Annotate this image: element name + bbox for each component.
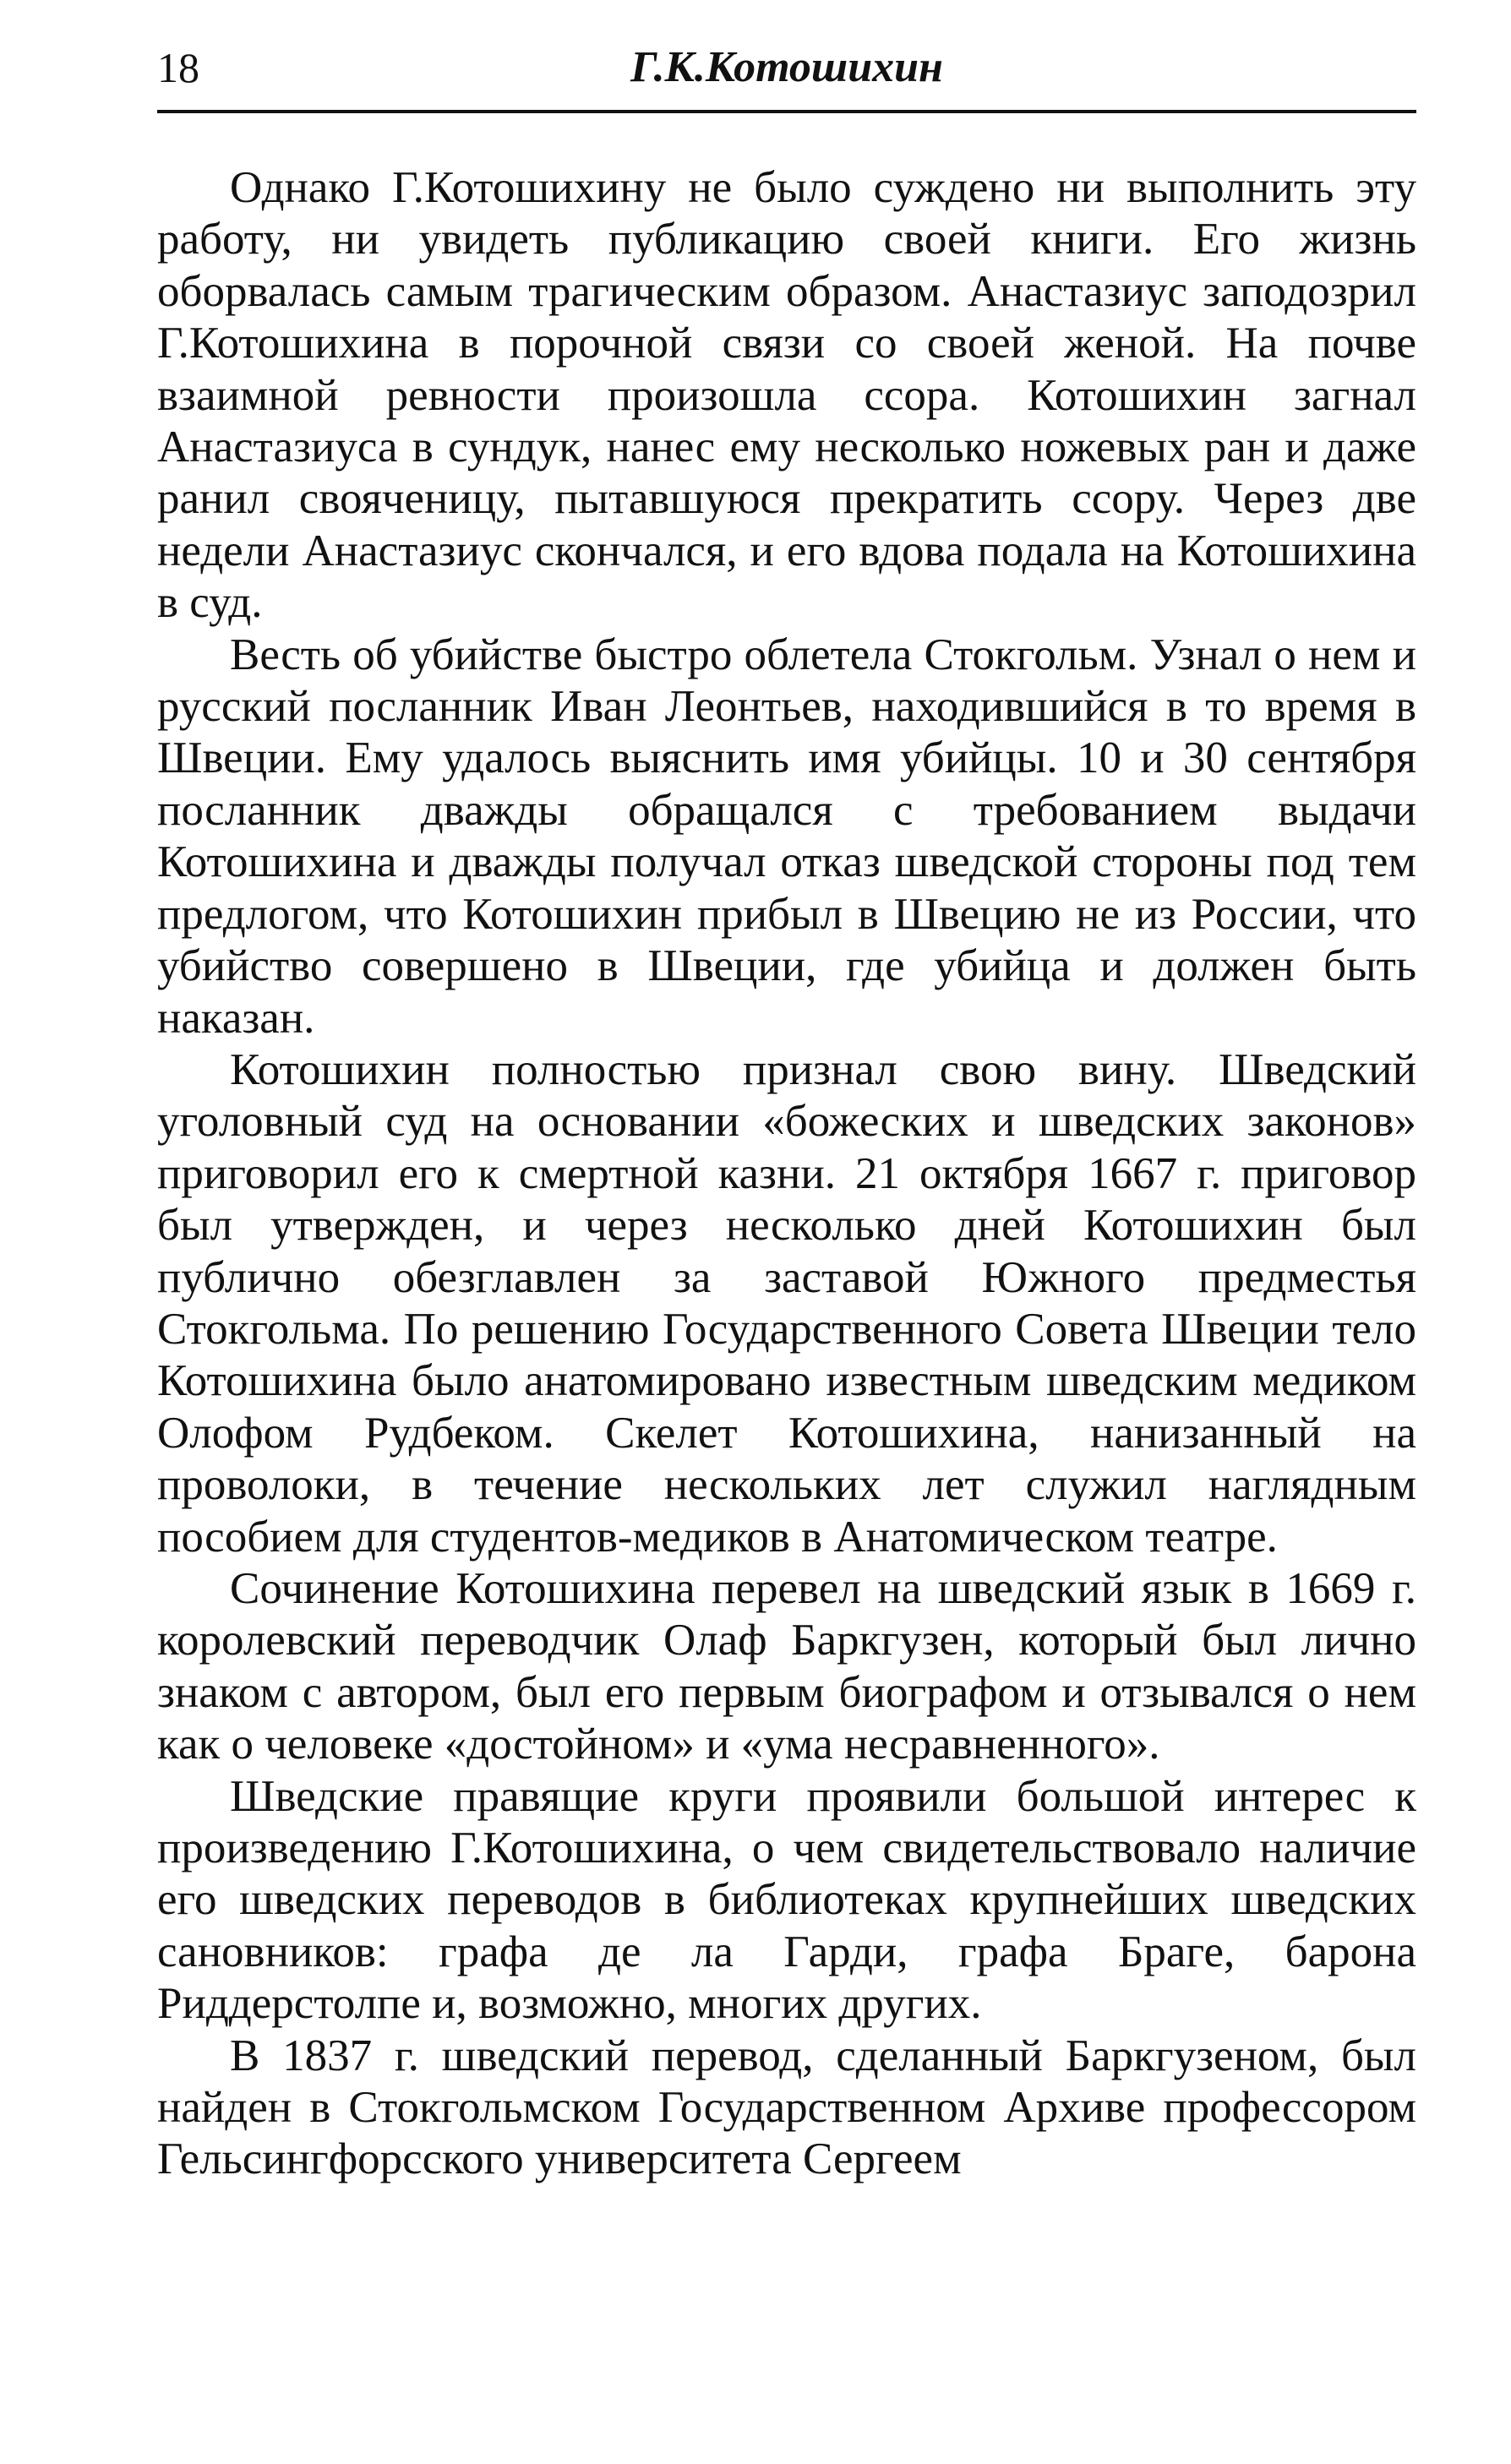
header-rule (157, 110, 1416, 113)
page-body (157, 162, 1416, 2186)
paragraph: Весть об убийстве быстро облетела Стокгольм. Узнал о нем и русский посланник Иван Леонтьев, находившийся в то время в Швеции. Ему удалось выяснить имя убийцы. 10 и 30 сентября посланник дважды обращался с требованием выдачи Котошихина и дважды получал отказ шведской стороны под тем предлогом, что Котошихин прибыл в Швецию не из России, что убийство совершено в Швеции, где убийца и должен быть наказан. (157, 630, 1416, 1043)
paragraph: Шведские правящие круги проявили большой интерес к произведению Г.Котошихина, о чем свидетельствовало наличие его шведских переводов в библиотеках крупнейших шведских сановников: графа де ла Гарди, графа Браге, барона Риддерстолпе и, возможно, многих других. (157, 1771, 1416, 2029)
running-title: Г.К.Котошихин (630, 43, 943, 91)
paragraph: В 1837 г. шведский перевод, сделанный Баркгузеном, был найден в Стокгольмском Государственном Архиве профессором Гельсингфорсского университета Сергеем (157, 2031, 1416, 2184)
book-page (157, 32, 1416, 2186)
paragraph: Сочинение Котошихина перевел на шведский язык в 1669 г. королевский переводчик Олаф Баркгузен, который был лично знаком с автором, был его первым биографом и отзывался о нем как о человеке «достойном» и «ума несравненного». (157, 1563, 1416, 1769)
paragraph: Котошихин полностью признал свою вину. Шведский уголовный суд на основании «божеских и шведских законов» приговорил его к смертной казни. 21 октября 1667 г. приговор был утвержден, и через несколько дней Котошихин был публично обезглавлен за заставой Южного предместья Стокгольма. По решению Государственного Совета Швеции тело Котошихина было анатомировано известным шведским медиком Олофом Рудбеком. Скелет Котошихина, нанизанный на проволоки, в течение нескольких лет служил наглядным пособием для студентов-медиков в Анатомическом театре. (157, 1044, 1416, 1562)
page-number: 18 (157, 44, 199, 91)
paragraph: Однако Г.Котошихину не было суждено ни выполнить эту работу, ни увидеть публикацию своей книги. Его жизнь оборвалась самым трагическим образом. Анастазиус заподозрил Г.Котошихина в порочной связи со своей женой. На почве взаимной ревности произошла ссора. Котошихин загнал Анастазиуса в сундук, нанес ему несколько ножевых ран и даже ранил свояченицу, пытавшуюся прекратить ссору. Через две недели Анастазиус скончался, и его вдова подала на Котошихина в суд. (157, 163, 1416, 628)
page-header (157, 32, 1416, 103)
